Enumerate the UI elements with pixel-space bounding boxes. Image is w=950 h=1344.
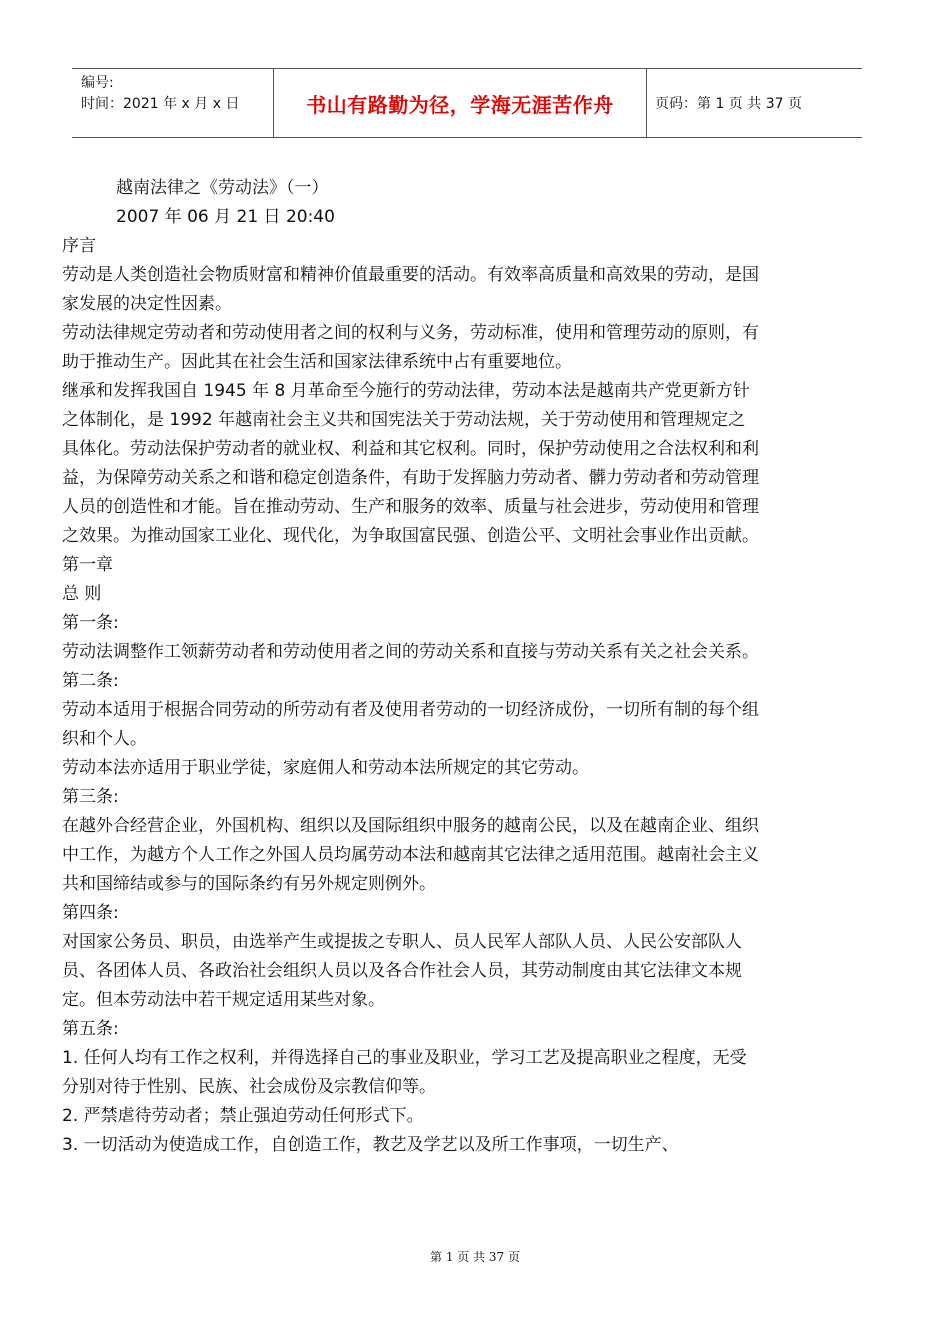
paragraph: 在越外合经营企业，外国机构、组织以及国际组织中服务的越南公民，以及在越南企业、组织中工作，为越方个人工作之外国人员均属劳动本法和越南其它法律之适用范围。越南社会主义共和国缔结或参与的国际条约有另外规定则例外。 <box>62 816 759 894</box>
document-body <box>62 174 762 1160</box>
document-time-label: 时间：2021 年 x 月 x 日 <box>81 96 240 112</box>
paragraph: 1. 任何人均有工作之权利，并得选择自己的事业及职业，学习工艺及提高职业之程度，无受分别对待于性别、民族、社会成份及宗教信仰等。 <box>62 1048 747 1097</box>
article-date: 2007 年 06 月 21 日 20:40 <box>116 207 335 227</box>
document-number-label: 编号: <box>81 75 114 91</box>
document-header-table <box>72 68 862 138</box>
header-meta-cell <box>72 69 273 137</box>
paragraph: 劳动法调整作工领薪劳动者和劳动使用者之间的劳动关系和直接与劳动关系有关之社会关系。 <box>62 642 759 662</box>
paragraph: 序言 <box>62 236 96 256</box>
paragraph: 总 则 <box>62 584 102 604</box>
header-motto: 书山有路勤为径，学海无涯苦作舟 <box>273 69 647 137</box>
paragraph: 第三条: <box>62 787 119 807</box>
paragraph: 对国家公务员、职员，由选举产生或提拔之专职人、员人民军人部队人员、人民公安部队人员、各团体人员、各政治社会组织人员以及各合作社会人员，其劳动制度由其它法律文本规定。但本劳动法中若干规定适用某些对象。 <box>62 932 742 1010</box>
paragraph: 第四条: <box>62 903 119 923</box>
article-title: 越南法律之《劳动法》（一） <box>116 178 329 198</box>
article-paragraphs <box>62 232 762 1160</box>
paragraph: 劳动法律规定劳动者和劳动使用者之间的权利与义务，劳动标准，使用和管理劳动的原则，有助于推动生产。因此其在社会生活和国家法律系统中占有重要地位。 <box>62 323 759 372</box>
header-page-info: 页码：第 1 页 共 37 页 <box>655 96 802 112</box>
paragraph: 劳动是人类创造社会物质财富和精神价值最重要的活动。有效率高质量和高效果的劳动，是国家发展的决定性因素。 <box>62 265 759 314</box>
paragraph: 劳动本法亦适用于职业学徒，家庭佣人和劳动本法所规定的其它劳动。 <box>62 758 589 778</box>
paragraph: 2. 严禁虐待劳动者；禁止强迫劳动任何形式下。 <box>62 1106 424 1126</box>
paragraph: 第二条: <box>62 671 119 691</box>
paragraph: 3. 一切活动为使造成工作，自创造工作，教艺及学艺以及所工作事项，一切生产、 <box>62 1135 679 1155</box>
page-footer: 第 1 页 共 37 页 <box>430 1250 520 1264</box>
paragraph: 劳动本适用于根据合同劳动的所劳动有者及使用者劳动的一切经济成份，一切所有制的每个组织和个人。 <box>62 700 759 749</box>
paragraph: 第一章 <box>62 555 113 575</box>
paragraph: 第五条: <box>62 1019 119 1039</box>
paragraph: 继承和发挥我国自 1945 年 8 月革命至今施行的劳动法律，劳动本法是越南共产党更新方针之体制化，是 1992 年越南社会主义共和国宪法关于劳动法规，关于劳动使用和管理规定之具体化。劳动法保护劳动者的就业权、利益和其它权利。同时，保护劳动使用之合法权利和利益，为保障劳动关系之和谐和稳定创造条件，有助于发挥脑力劳动者、髒力劳动者和劳动管理人员的创造性和才能。旨在推动劳动、生产和服务的效率、质量与社会进步，劳动使用和管理之效果。为推动国家工业化、现代化，为争取国富民强、创造公平、文明社会事业作出贡献。 <box>62 381 759 546</box>
paragraph: 第一条: <box>62 613 119 633</box>
